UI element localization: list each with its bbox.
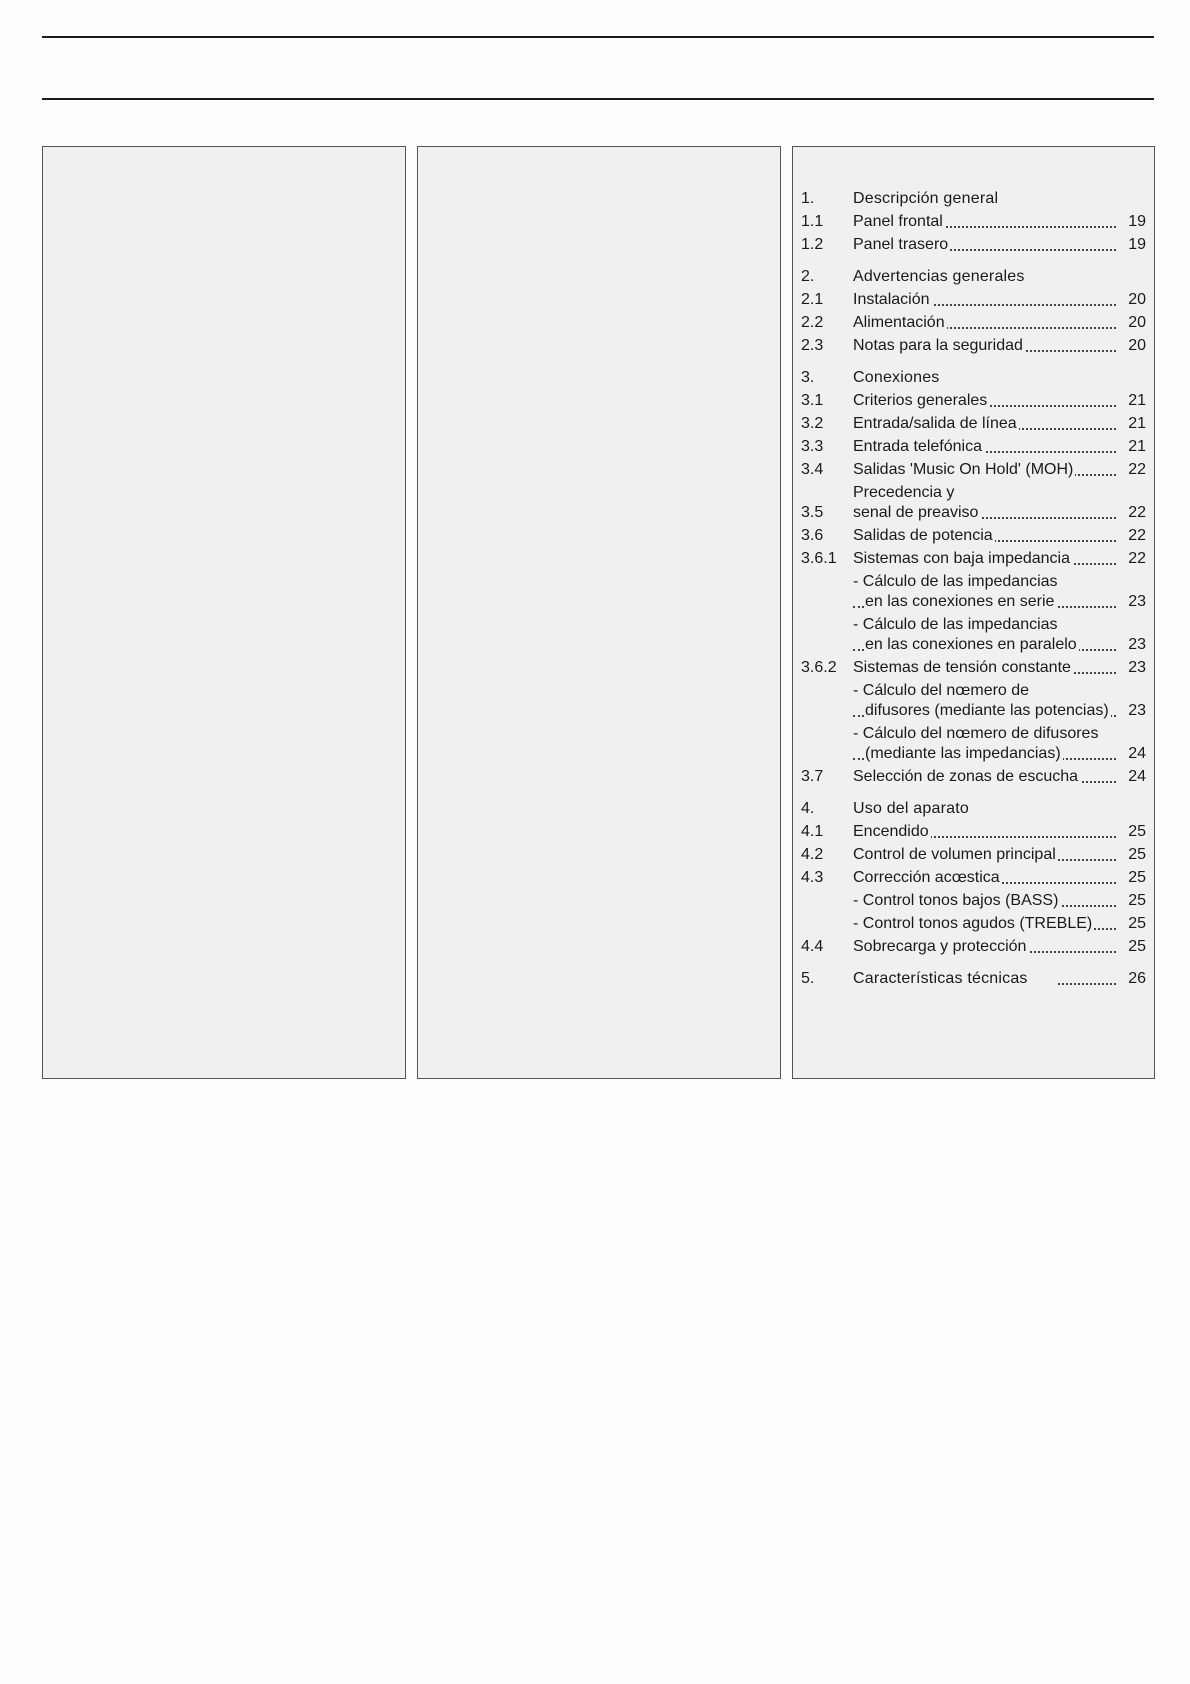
toc-entry[interactable] xyxy=(801,235,1146,255)
toc-entry[interactable] xyxy=(801,437,1146,457)
toc-entry[interactable] xyxy=(801,868,1146,888)
toc-section-heading[interactable] xyxy=(801,267,1146,287)
toc-page-number: 21 xyxy=(1128,438,1146,455)
toc-entry-number: 3.5 xyxy=(801,504,824,521)
toc-entry-label: Salidas 'Music On Hold' (MOH) xyxy=(853,461,1074,478)
toc-section-title xyxy=(853,189,1146,209)
toc-section-label: Conexiones xyxy=(853,369,940,386)
toc-entry-label: en las conexiones en paralelo xyxy=(865,636,1077,653)
toc-entry[interactable] xyxy=(801,937,1146,957)
toc-section-title xyxy=(853,799,1146,819)
toc-entry[interactable] xyxy=(801,658,1146,678)
toc-entry-title xyxy=(853,937,1116,957)
toc-entry[interactable] xyxy=(801,526,1146,546)
toc-page-number: 20 xyxy=(1128,291,1146,308)
toc-entry-label: - Cálculo de las impedancias xyxy=(853,616,1058,633)
toc-entry-label: Panel frontal xyxy=(853,213,943,230)
toc-entry-title xyxy=(853,212,1116,232)
toc-page-number: 19 xyxy=(1128,213,1146,230)
toc-entry-label-cont xyxy=(853,744,1116,764)
toc-section-title xyxy=(853,969,1116,989)
toc-entry-number: 2.2 xyxy=(801,314,824,331)
toc-entry-label: Sobrecarga y protección xyxy=(853,938,1027,955)
toc-section-heading[interactable] xyxy=(801,969,1146,989)
toc-page-number: 25 xyxy=(1128,892,1146,909)
toc-entry-title xyxy=(853,767,1116,787)
toc-entry-label: Panel trasero xyxy=(853,236,949,253)
toc-entry[interactable] xyxy=(801,615,1146,655)
toc-entry-number: 2.1 xyxy=(801,291,824,308)
toc-entry-title xyxy=(853,822,1116,842)
toc-entry-label: - Cálculo del nœmero de xyxy=(853,682,1030,699)
toc-entry[interactable] xyxy=(801,767,1146,787)
toc-page-number: 25 xyxy=(1128,915,1146,932)
toc-entry-number: 4.2 xyxy=(801,846,824,863)
toc-entry[interactable] xyxy=(801,681,1146,721)
toc-entry-number: 3.4 xyxy=(801,461,824,478)
toc-entry-label: Alimentación xyxy=(853,314,945,331)
toc-entry-label: Control de volumen principal xyxy=(853,846,1056,863)
toc-page-number: 24 xyxy=(1128,768,1146,785)
toc-entry-label: Sistemas con baja impedancia xyxy=(853,550,1071,567)
toc-entry[interactable] xyxy=(801,572,1146,612)
toc-section-number: 1. xyxy=(801,190,815,207)
toc-entry-number: 3.3 xyxy=(801,438,824,455)
toc-entry[interactable] xyxy=(801,483,1146,523)
toc-entry-title xyxy=(853,313,1116,333)
toc-entry-number: 1.2 xyxy=(801,236,824,253)
toc-entry-number: 3.7 xyxy=(801,768,824,785)
toc-entry-label: Selección de zonas de escucha xyxy=(853,768,1079,785)
toc-entry-title xyxy=(853,615,1116,655)
toc-entry-label: Encendido xyxy=(853,823,929,840)
toc-entry-title xyxy=(853,891,1116,911)
toc-entry-label: Salidas de potencia xyxy=(853,527,993,544)
toc-entry-label: - Cálculo del nœmero de difusores xyxy=(853,725,1099,742)
toc-entry[interactable] xyxy=(801,212,1146,232)
toc-entry-number: 3.2 xyxy=(801,415,824,432)
toc-entry-title xyxy=(853,914,1116,934)
toc-entry-number: 4.3 xyxy=(801,869,824,886)
top-rule xyxy=(42,36,1154,38)
toc-section-label: Uso del aparato xyxy=(853,800,969,817)
toc-entry-title xyxy=(853,845,1116,865)
toc-section-heading[interactable] xyxy=(801,189,1146,209)
toc-entry-label: - Cálculo de las impedancias xyxy=(853,573,1058,590)
toc-page-number: 20 xyxy=(1128,337,1146,354)
toc-section-number: 5. xyxy=(801,970,815,987)
toc-page-number: 24 xyxy=(1128,745,1146,762)
toc-entry-label-cont xyxy=(853,635,1116,655)
toc-entry-label-cont xyxy=(853,503,1116,523)
toc-entry-label: Corrección acœstica xyxy=(853,869,1000,886)
toc-section-heading[interactable] xyxy=(801,368,1146,388)
toc-panel xyxy=(792,146,1155,1079)
toc-page-number: 21 xyxy=(1128,415,1146,432)
toc-entry[interactable] xyxy=(801,290,1146,310)
toc-entry-label: - Control tonos agudos (TREBLE) xyxy=(853,915,1093,932)
toc-entry[interactable] xyxy=(801,845,1146,865)
toc-entry[interactable] xyxy=(801,549,1146,569)
toc-entry-title xyxy=(853,868,1116,888)
toc-page-number: 19 xyxy=(1128,236,1146,253)
toc-section-label: Descripción general xyxy=(853,190,999,207)
toc-entry-title xyxy=(853,290,1116,310)
toc-page-number: 22 xyxy=(1128,504,1146,521)
toc-entry-label: en las conexiones en serie xyxy=(865,593,1055,610)
toc-section-number: 2. xyxy=(801,268,815,285)
toc-entry-title xyxy=(853,483,1116,523)
toc-entry-label: - Control tonos bajos (BASS) xyxy=(853,892,1059,909)
toc-entry-number: 3.6.1 xyxy=(801,550,837,567)
toc-section-title xyxy=(853,368,1146,388)
toc-entry-number: 2.3 xyxy=(801,337,824,354)
toc-page-number: 22 xyxy=(1128,527,1146,544)
toc-entry[interactable] xyxy=(801,391,1146,411)
toc-entry-label: (mediante las impedancias) xyxy=(865,745,1061,762)
toc-entry-title xyxy=(853,724,1116,764)
toc-page-number: 22 xyxy=(1128,550,1146,567)
toc-page-number: 26 xyxy=(1128,970,1146,987)
toc-entry[interactable] xyxy=(801,313,1146,333)
toc-entry-title xyxy=(853,572,1116,612)
header-rule xyxy=(42,98,1154,100)
toc-page-number: 20 xyxy=(1128,314,1146,331)
toc-section-title xyxy=(853,267,1146,287)
toc-page-number: 22 xyxy=(1128,461,1146,478)
toc-entry-label: Instalación xyxy=(853,291,930,308)
toc-entry[interactable] xyxy=(801,414,1146,434)
toc-entry-number: 4.1 xyxy=(801,823,824,840)
toc-entry-label: Entrada/salida de línea xyxy=(853,415,1017,432)
toc-entry-title xyxy=(853,526,1116,546)
toc-page-number: 25 xyxy=(1128,938,1146,955)
toc-entry-title xyxy=(853,437,1116,457)
toc-section-label: Características técnicas xyxy=(853,970,1056,987)
toc-entry-label: Notas para la seguridad xyxy=(853,337,1023,354)
middle-panel xyxy=(417,146,781,1079)
toc-entry-title xyxy=(853,391,1116,411)
toc-entry[interactable] xyxy=(801,724,1146,764)
toc-entry-title xyxy=(853,460,1116,480)
toc-page-number: 25 xyxy=(1128,823,1146,840)
toc-section-number: 3. xyxy=(801,369,815,386)
toc-entry[interactable] xyxy=(801,336,1146,356)
toc-entry-title xyxy=(853,658,1116,678)
toc-entry[interactable] xyxy=(801,914,1146,934)
toc-entry-label: Entrada telefónica xyxy=(853,438,982,455)
left-panel xyxy=(42,146,406,1079)
table-of-contents xyxy=(801,189,1146,992)
toc-entry-label-cont xyxy=(853,592,1116,612)
toc-entry-label: Criterios generales xyxy=(853,392,988,409)
toc-entry-title xyxy=(853,336,1116,356)
toc-entry-number: 1.1 xyxy=(801,213,824,230)
toc-entry-title xyxy=(853,235,1116,255)
toc-entry-number: 3.1 xyxy=(801,392,824,409)
toc-entry[interactable] xyxy=(801,822,1146,842)
toc-entry-label-cont xyxy=(853,701,1116,721)
toc-entry-number: 3.6 xyxy=(801,527,824,544)
toc-entry-label: difusores (mediante las potencias) xyxy=(865,702,1109,719)
toc-entry-title xyxy=(853,414,1116,434)
toc-page-number: 23 xyxy=(1128,702,1146,719)
toc-entry-label: senal de preaviso xyxy=(853,504,979,521)
toc-entry-label: Precedencia y xyxy=(853,484,955,501)
toc-entry[interactable] xyxy=(801,460,1146,480)
toc-entry[interactable] xyxy=(801,891,1146,911)
toc-entry-label: Sistemas de tensión constante xyxy=(853,659,1071,676)
toc-section-number: 4. xyxy=(801,800,815,817)
toc-page-number: 25 xyxy=(1128,869,1146,886)
toc-entry-title xyxy=(853,549,1116,569)
toc-entry-number: 3.6.2 xyxy=(801,659,837,676)
toc-page-number: 23 xyxy=(1128,659,1146,676)
toc-section-heading[interactable] xyxy=(801,799,1146,819)
toc-page-number: 23 xyxy=(1128,636,1146,653)
toc-section-label: Advertencias generales xyxy=(853,268,1025,285)
toc-entry-number: 4.4 xyxy=(801,938,824,955)
toc-page-number: 23 xyxy=(1128,593,1146,610)
toc-page-number: 21 xyxy=(1128,392,1146,409)
toc-page-number: 25 xyxy=(1128,846,1146,863)
toc-entry-title xyxy=(853,681,1116,721)
